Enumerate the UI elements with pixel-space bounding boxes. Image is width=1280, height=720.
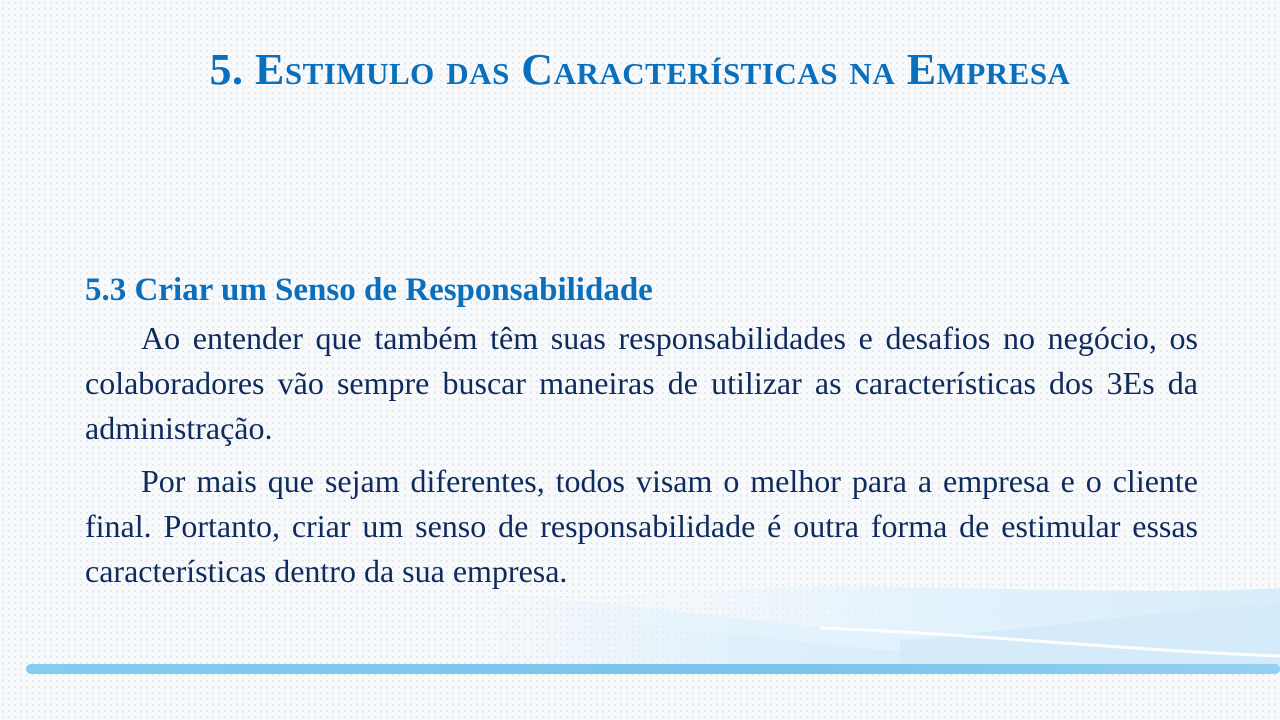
body-paragraph-1: Ao entender que também têm suas responsabilidades e desafios no negócio, os colaboradores vão sempre buscar maneiras de utilizar as características dos 3Es da administração. — [85, 320, 1198, 446]
slide-title: 5. Estimulo das Características na Empresa — [209, 45, 1071, 94]
slide-content — [85, 268, 1198, 602]
body-paragraph-2: Por mais que sejam diferentes, todos visam o melhor para a empresa e o cliente final. Portanto, criar um senso de responsabilidade é outra forma de estimular essas características dentro da sua empresa. — [85, 463, 1198, 589]
section-subtitle: 5.3 Criar um Senso de Responsabilidade — [85, 272, 653, 308]
bottom-accent-bar — [26, 664, 1280, 674]
